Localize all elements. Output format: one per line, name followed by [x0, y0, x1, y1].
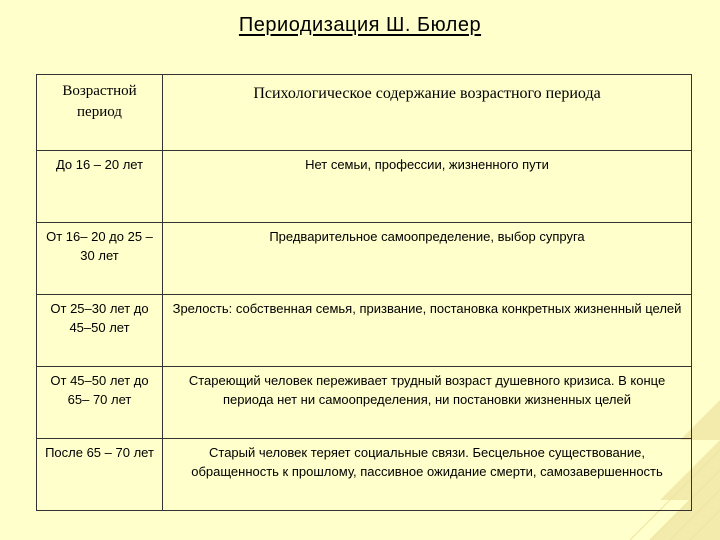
content-cell: Зрелость: собственная семья, призвание, постановка конкретных жизненный целей: [163, 295, 692, 367]
content-cell: Предварительное самоопределение, выбор супруга: [163, 223, 692, 295]
age-cell: От 16– 20 до 25 – 30 лет: [37, 223, 163, 295]
header-age-period: Возрастной период: [37, 75, 163, 151]
page-title: Периодизация Ш. Бюлер: [238, 14, 482, 36]
age-cell: От 25–30 лет до 45–50 лет: [37, 295, 163, 367]
table-row: [37, 223, 692, 295]
periodization-table: [36, 74, 692, 511]
age-cell: От 45–50 лет до 65– 70 лет: [37, 367, 163, 439]
table-row: [37, 367, 692, 439]
content-cell: Старый человек теряет социальные связи. Бесцельное существование, обращенность к прошлому, пассивное ожидание смерти, самозавершенность: [163, 439, 692, 511]
header-psychological-content: Психологическое содержание возрастного периода: [163, 75, 692, 151]
age-cell: До 16 – 20 лет: [37, 151, 163, 223]
content-cell: Нет семьи, профессии, жизненного пути: [163, 151, 692, 223]
table-row: [37, 439, 692, 511]
table-header-row: [37, 75, 692, 151]
table-row: [37, 295, 692, 367]
table-row: [37, 151, 692, 223]
content-cell: Стареющий человек переживает трудный возраст душевного кризиса. В конце периода нет ни самоопределения, ни постановки жизненных целей: [163, 367, 692, 439]
age-cell: После 65 – 70 лет: [37, 439, 163, 511]
